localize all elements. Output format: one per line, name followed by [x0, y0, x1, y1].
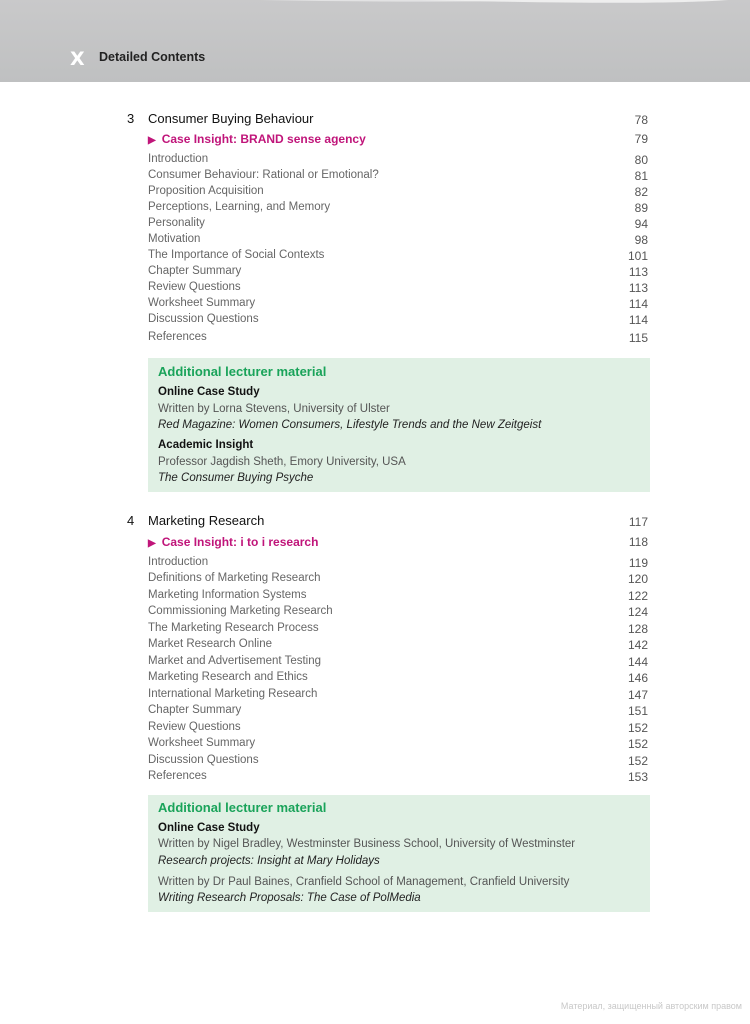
toc-entry-label: Worksheet Summary: [148, 297, 256, 309]
box-heading: Academic Insight: [158, 439, 254, 451]
page-header: [0, 0, 750, 82]
toc-entry-label: The Importance of Social Contexts: [148, 249, 325, 261]
triangle-right-icon: ▶: [148, 538, 156, 549]
toc-entry[interactable]: [0, 737, 750, 753]
running-header-title: Detailed Contents: [99, 50, 206, 64]
chapter-heading[interactable]: [0, 513, 750, 529]
toc-entry-label: Introduction: [148, 556, 209, 568]
lecturer-material-box: [148, 358, 650, 492]
toc-entry-page: 153: [627, 770, 648, 784]
case-insight-label: Case Insight: BRAND sense agency: [161, 132, 366, 146]
toc-entry-label: Chapter Summary: [148, 265, 242, 277]
toc-entry[interactable]: [0, 655, 750, 671]
box-author: Written by Nigel Bradley, Westminster Business School, University of Westminster: [158, 838, 576, 850]
page-number-roman: X: [70, 48, 85, 70]
toc-entry[interactable]: [0, 770, 750, 786]
toc-entry-page: 119: [628, 556, 648, 570]
toc-entry[interactable]: [0, 671, 750, 687]
toc-entry-page: 94: [634, 217, 648, 231]
toc-entry-page: 81: [634, 169, 648, 183]
lecturer-material-box: [148, 795, 650, 912]
toc-entry-label: Discussion Questions: [148, 313, 259, 325]
toc-entry-label: Proposition Acquisition: [148, 185, 264, 197]
box-case-title: Research projects: Insight at Mary Holidays: [158, 855, 380, 867]
toc-entry-page: 114: [628, 297, 648, 311]
toc-entry[interactable]: [0, 589, 750, 605]
case-insight-page: 118: [628, 535, 648, 549]
triangle-right-icon: ▶: [148, 135, 156, 146]
toc-entry-label: Introduction: [148, 153, 209, 165]
toc-entry[interactable]: [0, 688, 750, 704]
chapter-page: 117: [628, 515, 648, 529]
toc-entry-page: 113: [628, 281, 648, 295]
toc-entry-page: 146: [627, 671, 648, 685]
chapter-heading[interactable]: [0, 111, 750, 127]
toc-entry-page: 120: [627, 572, 648, 586]
toc-entry[interactable]: [0, 185, 750, 201]
toc-entry-label: Marketing Information Systems: [148, 589, 307, 601]
toc-entry-page: 122: [627, 589, 648, 603]
chapter-title: Marketing Research: [148, 513, 265, 528]
box-heading: Online Case Study: [158, 822, 260, 834]
toc-entry[interactable]: [0, 572, 750, 588]
toc-entry[interactable]: [0, 313, 750, 329]
box-case-title: Red Magazine: Women Consumers, Lifestyle Trends and the New Zeitgeist: [158, 419, 542, 431]
toc-entry-page: 89: [634, 201, 648, 215]
toc-entry-label: The Marketing Research Process: [148, 622, 319, 634]
toc-entry-page: 147: [627, 688, 648, 702]
toc-entry[interactable]: [0, 605, 750, 621]
chapter-number: 4: [127, 513, 135, 528]
toc-entry-label: Review Questions: [148, 281, 241, 293]
chapter-page: 78: [634, 113, 648, 127]
toc-entry[interactable]: [0, 217, 750, 233]
toc-entry[interactable]: [0, 201, 750, 217]
toc-entry[interactable]: [0, 622, 750, 638]
chapter-number: 3: [127, 111, 135, 126]
toc-entry-page: 80: [634, 153, 648, 167]
toc-entry-page: 144: [627, 655, 648, 669]
toc-entry-page: 101: [627, 249, 648, 263]
toc-entry-label: References: [148, 331, 207, 343]
case-insight-link: [148, 132, 366, 146]
toc-entry[interactable]: [0, 704, 750, 720]
toc-entry-label: Chapter Summary: [148, 704, 242, 716]
toc-entry[interactable]: [0, 169, 750, 185]
toc-entry[interactable]: [0, 153, 750, 169]
box-author: Written by Lorna Stevens, University of Ulster: [158, 403, 390, 415]
toc-entry-page: 152: [627, 737, 648, 751]
toc-entry-label: Motivation: [148, 233, 201, 245]
toc-entry[interactable]: [0, 638, 750, 654]
header-arc-decoration: [0, 0, 750, 82]
toc-entry[interactable]: [0, 297, 750, 313]
case-insight-row[interactable]: [0, 535, 750, 551]
box-case-title: Writing Research Proposals: The Case of PolMedia: [158, 892, 421, 904]
toc-entry[interactable]: [0, 233, 750, 249]
toc-entry-page: 115: [628, 331, 648, 345]
box-author: Professor Jagdish Sheth, Emory University, USA: [158, 456, 406, 468]
toc-entry-label: Commissioning Marketing Research: [148, 605, 333, 617]
toc-entry[interactable]: [0, 331, 750, 347]
toc-entry[interactable]: [0, 721, 750, 737]
lecturer-material-title: Additional lecturer material: [158, 800, 327, 815]
case-insight-link: [148, 535, 318, 549]
toc-entry-page: 142: [627, 638, 648, 652]
toc-entry-page: 113: [628, 265, 648, 279]
toc-entry-page: 124: [627, 605, 648, 619]
toc-entry-label: Market Research Online: [148, 638, 272, 650]
toc-entry-page: 151: [627, 704, 648, 718]
box-heading: Online Case Study: [158, 386, 260, 398]
copyright-watermark: Материал, защищенный авторским правом: [560, 1001, 742, 1011]
toc-entry-label: International Marketing Research: [148, 688, 318, 700]
toc-entry[interactable]: [0, 249, 750, 265]
box-case-title: The Consumer Buying Psyche: [158, 472, 314, 484]
toc-entry[interactable]: [0, 556, 750, 572]
toc-entry[interactable]: [0, 754, 750, 770]
toc-entry-page: 152: [627, 754, 648, 768]
toc-entry-label: Market and Advertisement Testing: [148, 655, 322, 667]
toc-entry-label: References: [148, 770, 207, 782]
case-insight-label: Case Insight: i to i research: [161, 535, 319, 549]
toc-entry-label: Consumer Behaviour: Rational or Emotional?: [148, 169, 379, 181]
lecturer-material-title: Additional lecturer material: [158, 364, 327, 379]
toc-entry-label: Worksheet Summary: [148, 737, 256, 749]
toc-entry-label: Discussion Questions: [148, 754, 259, 766]
toc-entry-page: 98: [634, 233, 648, 247]
toc-entry-page: 114: [628, 313, 648, 327]
toc-entry[interactable]: [0, 265, 750, 281]
box-author: Written by Dr Paul Baines, Cranfield School of Management, Cranfield University: [158, 876, 570, 888]
toc-entry-page: 152: [627, 721, 648, 735]
case-insight-row[interactable]: [0, 132, 750, 148]
toc-entry[interactable]: [0, 281, 750, 297]
toc-entry-label: Marketing Research and Ethics: [148, 671, 308, 683]
toc-entry-label: Personality: [148, 217, 205, 229]
toc-entry-label: Perceptions, Learning, and Memory: [148, 201, 331, 213]
chapter-title: Consumer Buying Behaviour: [148, 111, 314, 126]
toc-entry-label: Review Questions: [148, 721, 241, 733]
case-insight-page: 79: [634, 132, 648, 146]
toc-entry-label: Definitions of Marketing Research: [148, 572, 321, 584]
toc-entry-page: 128: [627, 622, 648, 636]
toc-entry-page: 82: [634, 185, 648, 199]
